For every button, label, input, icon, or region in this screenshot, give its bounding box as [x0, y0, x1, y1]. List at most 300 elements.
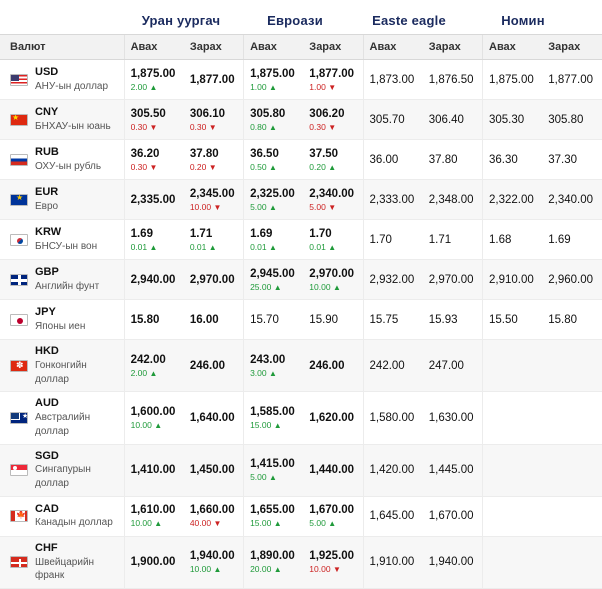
arrow-up-icon: ▲ — [213, 565, 222, 575]
currency-code: SGD — [35, 449, 59, 462]
sell-rate: 246.00 — [309, 359, 345, 372]
sell-rate: 1.70 — [309, 227, 332, 240]
currency-code: HKD — [35, 345, 59, 357]
buy-delta — [250, 420, 297, 430]
buy-delta — [250, 564, 297, 574]
sell-delta — [190, 518, 237, 528]
sell-rate: 1,620.00 — [309, 411, 355, 424]
flag-icon-usd — [10, 74, 28, 86]
buy-cell — [124, 260, 184, 300]
sell-cell — [303, 340, 363, 392]
arrow-up-icon: ▲ — [268, 368, 277, 378]
buy-cell — [483, 444, 543, 496]
sell-cell — [184, 300, 244, 340]
sell-rate: 1,440.00 — [309, 464, 355, 477]
currency-name: Английн фунт — [35, 280, 100, 292]
currency-cell — [0, 180, 124, 220]
sell-rate: 1,925.00 — [309, 550, 355, 563]
sell-delta-value: 10.00 — [189, 201, 212, 212]
sell-rate: 16.00 — [189, 313, 219, 326]
buy-cell — [363, 60, 423, 100]
buy-cell — [244, 180, 304, 220]
buy-cell — [363, 392, 423, 444]
buy-rate: 36.30 — [489, 153, 518, 166]
buy-rate: 1,655.00 — [250, 504, 295, 517]
sell-delta-value: 0.01 — [189, 241, 207, 252]
buy-delta — [131, 242, 178, 252]
table-row — [0, 496, 602, 536]
sell-rate: 2,348.00 — [428, 193, 474, 206]
table-row — [0, 60, 602, 100]
buy-delta — [250, 518, 297, 528]
buy-rate: 1,420.00 — [369, 464, 415, 477]
sell-rate: 1,877.00 — [548, 73, 593, 86]
buy-delta — [250, 122, 297, 132]
sell-cell — [423, 340, 483, 392]
buy-rate: 1,910.00 — [369, 556, 415, 569]
sell-delta-value: 10.00 — [189, 564, 212, 575]
buy-cell — [244, 392, 304, 444]
sell-delta-value: 5.00 — [309, 518, 326, 529]
table-row — [0, 536, 602, 588]
currency-name: БНХАУ-ын юань — [35, 120, 111, 132]
arrow-up-icon: ▲ — [328, 519, 337, 529]
currency-cell — [0, 496, 124, 536]
currency-cell — [0, 140, 124, 180]
buy-cell — [483, 260, 543, 300]
buy-cell — [483, 300, 543, 340]
sell-rate: 246.00 — [189, 359, 226, 372]
table-body — [0, 60, 602, 589]
sell-delta — [190, 122, 237, 132]
col-header-sell-4: Зарах — [542, 35, 602, 60]
sell-cell — [184, 392, 244, 444]
buy-cell — [244, 220, 304, 260]
arrow-up-icon: ▲ — [268, 162, 277, 172]
buy-rate: 1.69 — [130, 227, 153, 240]
currency-code: JPY — [35, 305, 56, 318]
buy-rate: 2,322.00 — [489, 193, 534, 206]
sell-cell — [303, 444, 363, 496]
table-row — [0, 260, 602, 300]
buy-cell — [244, 100, 304, 140]
sell-cell — [184, 536, 244, 588]
buy-cell — [124, 496, 184, 536]
table-row — [0, 300, 602, 340]
currency-code: KRW — [35, 225, 62, 238]
buy-delta-value: 10.00 — [130, 518, 152, 529]
sell-cell — [542, 340, 602, 392]
arrow-up-icon: ▲ — [154, 420, 163, 430]
buy-rate: 242.00 — [130, 353, 166, 366]
currency-code: CAD — [35, 502, 59, 515]
sell-rate: 1,660.00 — [189, 504, 235, 517]
arrow-down-icon: ▼ — [208, 162, 217, 172]
buy-rate: 2,932.00 — [369, 273, 415, 286]
sell-delta — [190, 242, 237, 252]
buy-rate: 305.30 — [489, 113, 525, 126]
arrow-up-icon: ▲ — [208, 242, 217, 252]
sell-cell — [184, 260, 244, 300]
buy-delta — [250, 202, 297, 212]
buy-rate: 36.00 — [369, 153, 399, 166]
sell-cell — [542, 496, 602, 536]
sell-delta-value: 0.30 — [309, 121, 326, 132]
buy-rate: 15.70 — [250, 313, 279, 326]
buy-cell — [244, 340, 304, 392]
buy-delta — [131, 122, 178, 132]
buy-cell — [244, 496, 304, 536]
sell-delta-value: 1.00 — [309, 81, 326, 92]
col-header-buy-2: Авах — [244, 35, 304, 60]
sell-rate: 1,630.00 — [428, 411, 474, 424]
currency-name: АНУ-ын доллар — [35, 80, 109, 92]
buy-delta — [250, 162, 297, 172]
currency-code: GBP — [35, 265, 59, 278]
sell-delta-value: 10.00 — [309, 281, 331, 292]
sell-rate: 1.71 — [189, 227, 213, 240]
sell-rate: 15.90 — [309, 313, 339, 326]
buy-rate: 1,900.00 — [130, 556, 176, 569]
sell-delta-value: 0.20 — [189, 161, 207, 172]
buy-cell — [363, 444, 423, 496]
arrow-down-icon: ▼ — [332, 565, 341, 575]
sell-cell — [184, 180, 244, 220]
table-row — [0, 220, 602, 260]
flag-icon-jpy — [10, 314, 28, 326]
currency-code: USD — [35, 65, 59, 78]
sell-cell — [542, 140, 602, 180]
arrow-up-icon: ▲ — [268, 122, 277, 132]
flag-icon-aud — [10, 412, 28, 424]
buy-rate: 1,410.00 — [130, 464, 176, 477]
arrow-up-icon: ▲ — [328, 162, 337, 172]
sell-cell — [542, 260, 602, 300]
arrow-up-icon: ▲ — [268, 242, 277, 252]
currency-name: БНСУ-ын вон — [35, 240, 98, 252]
col-header-buy-3: Авах — [363, 35, 423, 60]
table-row — [0, 180, 602, 220]
exchange-rate-table — [0, 34, 602, 589]
sell-cell — [184, 100, 244, 140]
sell-cell — [423, 140, 483, 180]
arrow-up-icon: ▲ — [273, 420, 282, 430]
currency-code: EUR — [35, 185, 59, 198]
sell-rate: 305.80 — [548, 113, 584, 126]
sell-rate: 1,877.00 — [189, 73, 235, 86]
sell-cell — [303, 60, 363, 100]
buy-rate: 15.75 — [369, 313, 399, 326]
sell-rate: 1.69 — [548, 233, 571, 246]
currency-name: Швейцарийн франк — [35, 556, 95, 582]
sell-cell — [542, 60, 602, 100]
sell-delta — [309, 282, 356, 292]
sell-cell — [542, 392, 602, 444]
flag-icon-chf — [10, 556, 28, 568]
buy-delta-value: 10.00 — [130, 419, 152, 430]
sell-cell — [184, 340, 244, 392]
buy-rate: 36.50 — [250, 147, 279, 160]
buy-delta — [250, 282, 297, 292]
buy-delta-value: 2.00 — [130, 367, 148, 378]
buy-rate: 1,645.00 — [369, 510, 415, 523]
buy-cell — [124, 536, 184, 588]
buy-delta-value: 0.30 — [130, 161, 148, 172]
sell-delta-value: 0.30 — [189, 121, 207, 132]
buy-cell — [483, 220, 543, 260]
buy-cell — [483, 392, 543, 444]
sell-delta-value: 0.01 — [309, 241, 326, 252]
sell-rate: 37.30 — [548, 153, 578, 166]
sell-delta — [190, 202, 237, 212]
buy-cell — [363, 260, 423, 300]
arrow-up-icon: ▲ — [268, 473, 277, 483]
currency-cell — [0, 392, 124, 444]
sell-rate: 306.20 — [309, 107, 345, 120]
table-row — [0, 140, 602, 180]
buy-delta-value: 0.01 — [130, 241, 148, 252]
buy-cell — [124, 444, 184, 496]
arrow-up-icon: ▲ — [268, 82, 277, 92]
buy-cell — [244, 536, 304, 588]
currency-cell — [0, 260, 124, 300]
buy-cell — [124, 340, 184, 392]
buy-delta — [250, 82, 297, 92]
buy-cell — [483, 340, 543, 392]
sell-cell — [423, 220, 483, 260]
col-header-sell-2: Зарах — [303, 35, 363, 60]
buy-rate: 1,580.00 — [369, 411, 415, 424]
buy-cell — [124, 100, 184, 140]
buy-delta-value: 0.80 — [250, 121, 267, 132]
bank-title-1: Уран уургач — [141, 12, 221, 28]
flag-icon-krw — [10, 234, 28, 246]
buy-cell — [483, 100, 543, 140]
flag-icon-rub — [10, 154, 28, 166]
buy-delta-value: 20.00 — [250, 564, 272, 575]
buy-rate: 15.80 — [130, 313, 160, 326]
sell-rate: 1,640.00 — [189, 411, 235, 424]
buy-rate: 1.68 — [489, 233, 512, 246]
sell-delta — [309, 518, 356, 528]
buy-delta — [131, 518, 178, 528]
buy-cell — [483, 140, 543, 180]
sell-cell — [303, 140, 363, 180]
buy-cell — [244, 60, 304, 100]
buy-delta-value: 1.00 — [250, 81, 267, 92]
sell-rate: 1,940.00 — [428, 556, 474, 569]
arrow-up-icon: ▲ — [273, 519, 282, 529]
buy-rate: 1,875.00 — [130, 67, 176, 80]
sell-cell — [542, 100, 602, 140]
arrow-down-icon: ▼ — [149, 162, 158, 172]
sell-rate: 1,876.50 — [428, 73, 474, 86]
col-header-currency: Валют — [0, 35, 124, 60]
buy-delta — [250, 242, 297, 252]
buy-cell — [363, 536, 423, 588]
buy-rate: 1,585.00 — [250, 405, 295, 418]
table-row — [0, 444, 602, 496]
sell-cell — [184, 496, 244, 536]
sell-delta — [309, 202, 356, 212]
currency-name: Гонконгийн доллар — [35, 359, 87, 385]
sell-rate: 306.40 — [428, 113, 464, 126]
sell-cell — [303, 220, 363, 260]
buy-rate: 1,610.00 — [130, 504, 176, 517]
flag-icon-cny — [10, 114, 28, 126]
sell-rate: 37.80 — [189, 147, 219, 160]
currency-name: ОХУ-ын рубль — [35, 160, 102, 172]
sell-rate: 37.80 — [428, 153, 458, 166]
buy-delta — [131, 420, 178, 430]
sell-delta — [309, 162, 356, 172]
sell-cell — [303, 100, 363, 140]
arrow-down-icon: ▼ — [208, 122, 217, 132]
buy-rate: 15.50 — [489, 313, 518, 326]
currency-name: Японы иен — [35, 320, 86, 332]
arrow-down-icon: ▼ — [213, 519, 222, 529]
sell-rate: 37.50 — [309, 147, 339, 160]
buy-delta-value: 0.50 — [250, 161, 267, 172]
sell-cell — [303, 260, 363, 300]
buy-rate: 1,875.00 — [489, 73, 534, 86]
buy-rate: 1,875.00 — [250, 67, 295, 80]
currency-name: Сингапурын доллар — [35, 464, 91, 489]
buy-rate: 305.80 — [250, 107, 286, 120]
sell-cell — [423, 260, 483, 300]
arrow-up-icon: ▲ — [328, 242, 337, 252]
buy-rate: 2,335.00 — [130, 193, 176, 206]
buy-cell — [244, 444, 304, 496]
sell-rate: 2,340.00 — [548, 193, 593, 206]
sell-cell — [303, 180, 363, 220]
currency-cell — [0, 60, 124, 100]
currency-name: Австралийн доллар — [35, 412, 91, 437]
sell-rate: 1,445.00 — [428, 464, 474, 477]
arrow-down-icon: ▼ — [213, 202, 222, 212]
sell-rate: 2,970.00 — [309, 267, 355, 280]
bank-name-row — [0, 0, 602, 34]
sell-cell — [184, 140, 244, 180]
currency-code: RUB — [35, 145, 59, 158]
sell-delta — [309, 82, 356, 92]
sell-cell — [303, 300, 363, 340]
sell-cell — [423, 496, 483, 536]
flag-icon-cad — [10, 510, 28, 522]
buy-delta-value: 3.00 — [250, 367, 267, 378]
buy-rate: 1.69 — [250, 227, 273, 240]
sell-cell — [542, 300, 602, 340]
arrow-up-icon: ▲ — [268, 202, 277, 212]
sell-cell — [423, 180, 483, 220]
buy-rate: 1,415.00 — [250, 458, 295, 471]
arrow-up-icon: ▲ — [149, 242, 158, 252]
buy-cell — [244, 300, 304, 340]
table-header-row — [0, 35, 602, 60]
sell-rate: 1,877.00 — [309, 67, 355, 80]
currency-code: CHF — [35, 541, 58, 554]
col-header-buy-1: Авах — [124, 35, 184, 60]
buy-delta-value: 5.00 — [250, 201, 267, 212]
buy-delta-value: 2.00 — [130, 81, 148, 92]
col-header-sell-3: Зарах — [423, 35, 483, 60]
bank-title-4: Номин — [501, 12, 545, 28]
col-header-sell-1: Зарах — [184, 35, 244, 60]
sell-cell — [303, 392, 363, 444]
currency-name: Евро — [35, 200, 59, 212]
buy-delta-value: 15.00 — [250, 518, 272, 529]
buy-delta — [250, 472, 297, 482]
flag-icon-eur — [10, 194, 28, 206]
buy-rate: 2,333.00 — [369, 193, 415, 206]
buy-delta — [131, 82, 178, 92]
table-row — [0, 392, 602, 444]
buy-cell — [363, 496, 423, 536]
sell-rate: 247.00 — [428, 359, 464, 372]
buy-delta-value: 15.00 — [250, 419, 272, 430]
arrow-down-icon: ▼ — [328, 122, 337, 132]
sell-rate: 306.10 — [189, 107, 226, 120]
sell-rate: 2,970.00 — [428, 273, 474, 286]
sell-rate: 1,670.00 — [309, 504, 355, 517]
sell-rate: 1.71 — [428, 233, 452, 246]
buy-cell — [363, 100, 423, 140]
sell-delta — [309, 242, 356, 252]
buy-rate: 242.00 — [369, 359, 405, 372]
sell-cell — [303, 536, 363, 588]
sell-delta-value: 5.00 — [309, 201, 326, 212]
bank-title-2: Евроази — [267, 12, 323, 28]
arrow-up-icon: ▲ — [273, 565, 282, 575]
buy-cell — [363, 180, 423, 220]
sell-delta — [309, 564, 356, 574]
buy-cell — [124, 220, 184, 260]
sell-rate: 1,940.00 — [189, 550, 235, 563]
currency-cell — [0, 100, 124, 140]
arrow-up-icon: ▲ — [273, 282, 282, 292]
buy-cell — [124, 140, 184, 180]
arrow-down-icon: ▼ — [328, 82, 337, 92]
arrow-up-icon: ▲ — [332, 282, 341, 292]
sell-rate: 2,970.00 — [189, 273, 235, 286]
sell-cell — [184, 444, 244, 496]
buy-delta-value: 0.01 — [250, 241, 267, 252]
bank-title-3: Easte eagle — [372, 12, 446, 28]
currency-code: CNY — [35, 105, 59, 118]
buy-rate: 1.70 — [369, 233, 392, 246]
buy-rate: 2,910.00 — [489, 273, 534, 286]
currency-name: Канадын доллар — [35, 517, 113, 529]
buy-rate: 2,940.00 — [130, 273, 176, 286]
buy-rate: 305.70 — [369, 113, 405, 126]
buy-rate: 2,325.00 — [250, 187, 295, 200]
sell-delta — [309, 122, 356, 132]
sell-cell — [423, 392, 483, 444]
sell-cell — [423, 536, 483, 588]
sell-cell — [184, 60, 244, 100]
buy-rate: 1,873.00 — [369, 73, 415, 86]
arrow-up-icon: ▲ — [149, 368, 158, 378]
buy-cell — [124, 300, 184, 340]
arrow-up-icon: ▲ — [154, 519, 163, 529]
sell-delta-value: 10.00 — [309, 564, 331, 575]
buy-rate: 1,890.00 — [250, 550, 295, 563]
arrow-up-icon: ▲ — [149, 82, 158, 92]
buy-cell — [483, 536, 543, 588]
buy-delta-value: 25.00 — [250, 281, 272, 292]
sell-rate: 1,450.00 — [189, 464, 235, 477]
table-row — [0, 100, 602, 140]
